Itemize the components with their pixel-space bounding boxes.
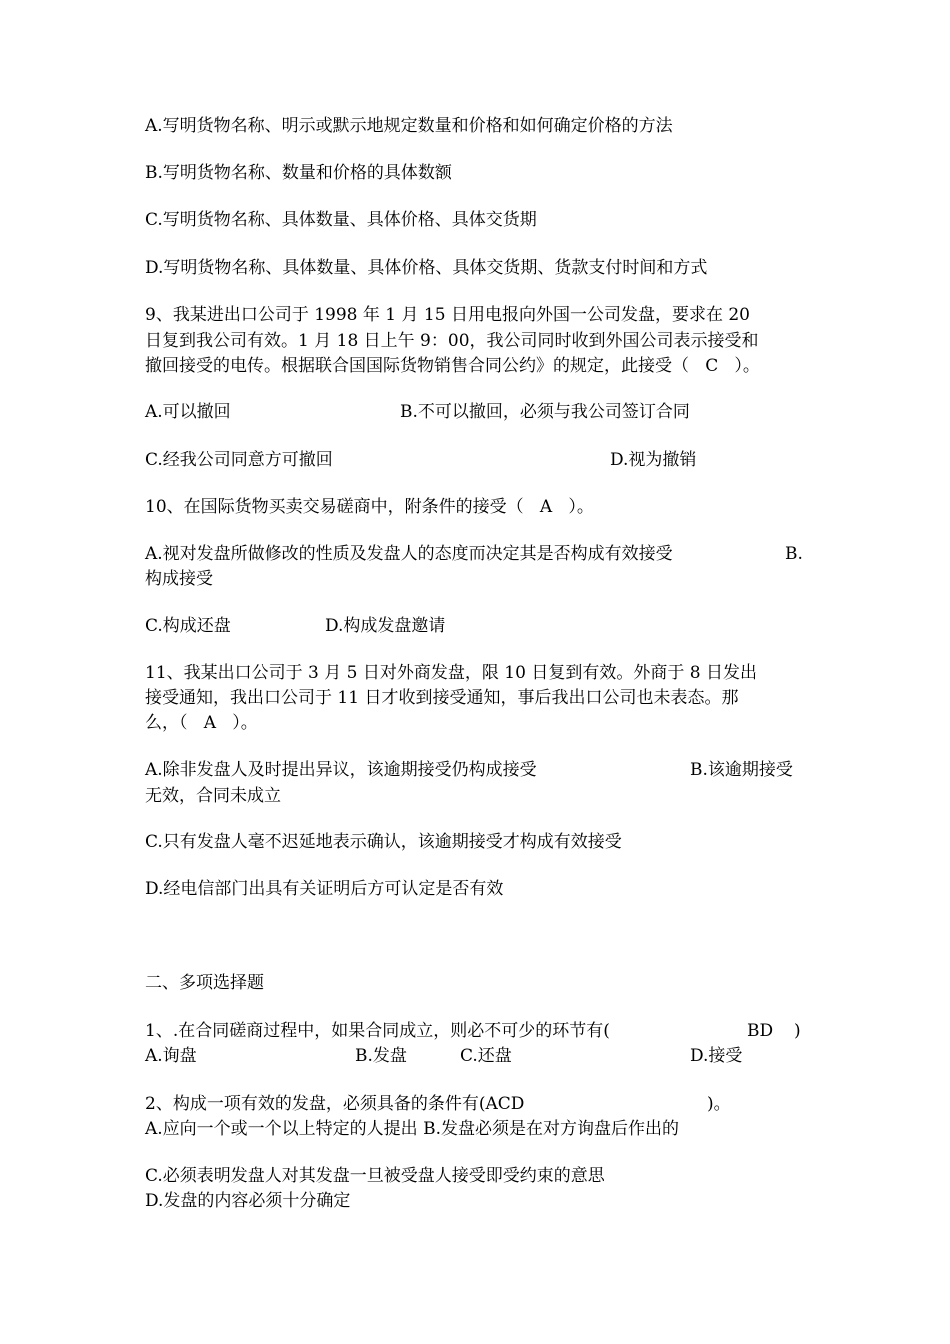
s2-q1-close: ) — [794, 1021, 801, 1041]
s2-q2-close: )。 — [707, 1094, 731, 1114]
q11-stem-line-2: 接受通知，我出口公司于 11 日才收到接受通知，事后我出口公司也未表态。那 — [145, 688, 739, 708]
q10-option-a: A.视对发盘所做修改的性质及发盘人的态度而决定其是否构成有效接受 — [145, 544, 673, 564]
q11-option-c: C.只有发盘人毫不迟延地表示确认，该逾期接受才构成有效接受 — [145, 832, 622, 852]
q9-stem-line-1: 9、我某进出口公司于 1998 年 1 月 15 日用电报向外国一公司发盘，要求在 20 — [145, 305, 750, 325]
q11-option-a: A.除非发盘人及时提出异议，该逾期接受仍构成接受 — [145, 760, 537, 780]
q10-option-b-text: 构成接受 — [145, 569, 213, 589]
q11-option-d: D.经电信部门出具有关证明后方可认定是否有效 — [145, 879, 504, 899]
q9-stem-line-3: 撤回接受的电传。根据联合国国际货物销售合同公约》的规定，此接受（ C ）。 — [145, 356, 760, 376]
q10-stem: 10、在国际货物买卖交易磋商中，附条件的接受（ A ）。 — [145, 497, 594, 517]
s2-q2-option-d: D.发盘的内容必须十分确定 — [145, 1191, 351, 1211]
q11-stem-line-1: 11、我某出口公司于 3 月 5 日对外商发盘，限 10 日复到有效。外商于 8 日发出 — [145, 663, 757, 683]
s2-q2-option-ab: A.应向一个或一个以上特定的人提出 B.发盘必须是在对方询盘后作出的 — [145, 1119, 679, 1139]
s2-q1-option-b: B.发盘 — [355, 1046, 407, 1066]
q11-option-b-head: B.该逾期接受 — [690, 760, 793, 780]
q11-option-b-tail: 无效，合同未成立 — [145, 786, 281, 806]
q10-option-c: C.构成还盘 — [145, 616, 231, 636]
q9-stem-line-2: 日复到我公司有效。1 月 18 日上午 9：00，我公司同时收到外国公司表示接受和 — [145, 331, 759, 351]
q8-option-a: A.写明货物名称、明示或默示地规定数量和价格和如何确定价格的方法 — [145, 116, 673, 136]
section-heading: 二、多项选择题 — [145, 973, 264, 993]
q10-option-d: D.构成发盘邀请 — [325, 616, 446, 636]
q10-option-b-label: B. — [785, 544, 803, 564]
q8-option-c: C.写明货物名称、具体数量、具体价格、具体交货期 — [145, 210, 537, 230]
q9-option-c: C.经我公司同意方可撤回 — [145, 450, 333, 470]
s2-q1-option-a: A.询盘 — [145, 1046, 197, 1066]
s2-q1-option-d: D.接受 — [690, 1046, 743, 1066]
s2-q1-stem: 1、.在合同磋商过程中，如果合同成立，则必不可少的环节有( — [145, 1021, 610, 1041]
s2-q2-option-c: C.必须表明发盘人对其发盘一旦被受盘人接受即受约束的意思 — [145, 1166, 605, 1186]
s2-q2-stem: 2、构成一项有效的发盘，必须具备的条件有(ACD — [145, 1094, 525, 1114]
q9-option-b: B.不可以撤回，必须与我公司签订合同 — [400, 402, 690, 422]
q8-option-d: D.写明货物名称、具体数量、具体价格、具体交货期、货款支付时间和方式 — [145, 258, 708, 278]
q9-option-a: A.可以撤回 — [145, 402, 231, 422]
s2-q1-option-c: C.还盘 — [460, 1046, 512, 1066]
q8-option-b: B.写明货物名称、数量和价格的具体数额 — [145, 163, 452, 183]
s2-q1-answer: BD — [747, 1021, 774, 1041]
q11-stem-line-3: 么，（ A ）。 — [145, 713, 258, 733]
q9-option-d: D.视为撤销 — [610, 450, 697, 470]
